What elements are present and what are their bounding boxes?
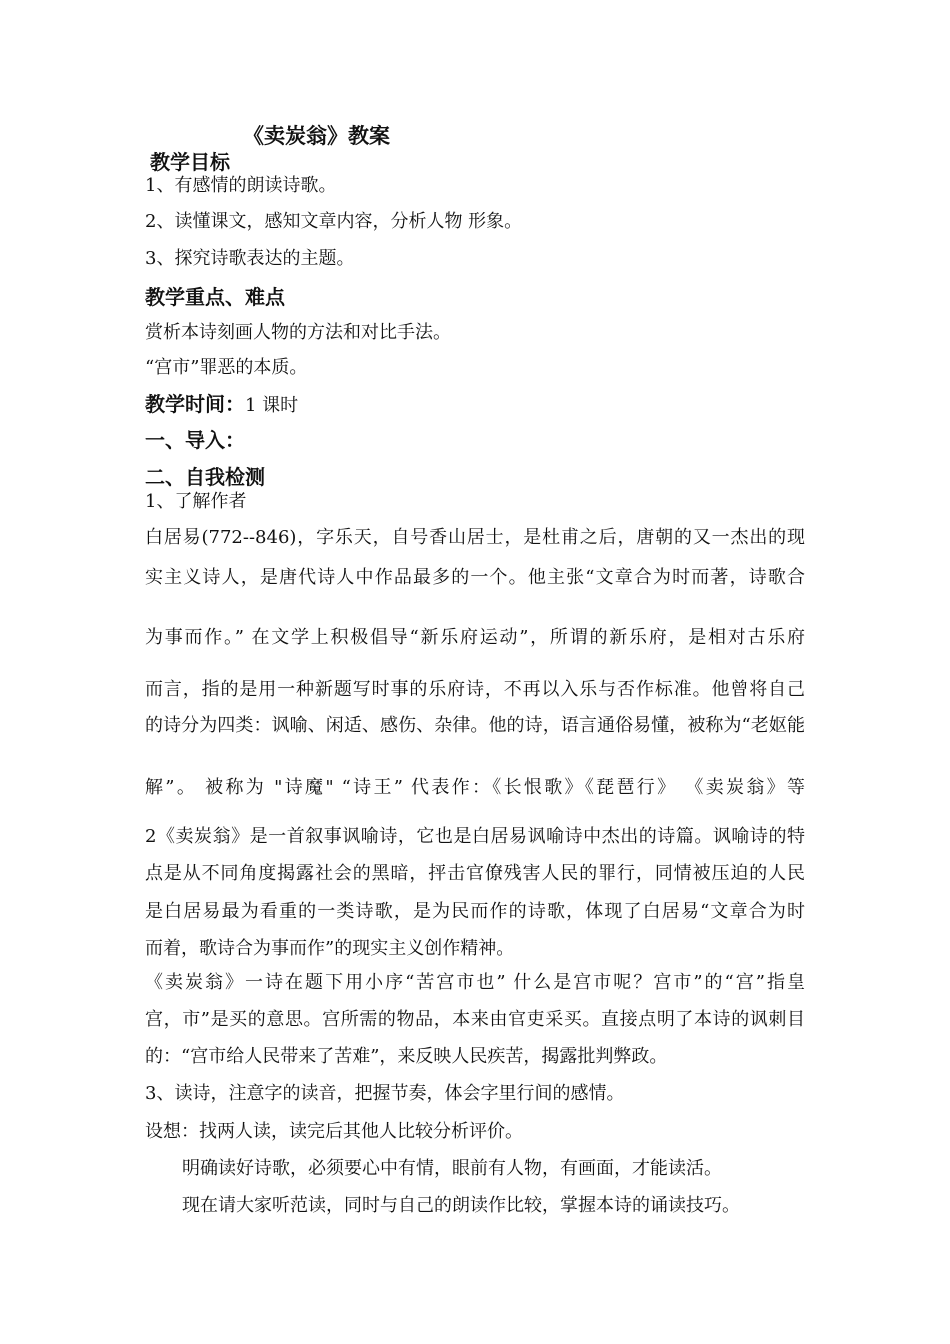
- goal-item: 2、读懂课文，感知文章内容，分析人物 形象。: [145, 211, 523, 232]
- author-line: 的诗分为四类：讽喻、闲适、感伤、杂律。他的诗，语言通俗易懂，被称为“老妪能: [145, 715, 805, 736]
- teaching-time: [145, 392, 298, 418]
- part2-heading: 二、自我检测: [145, 465, 265, 489]
- author-line: 解”。 被称为 "诗魔" “诗王” 代表作：《长恨歌》《琵琶行》 《卖炭翁》等: [145, 777, 805, 798]
- design-line: 设想：找两人读，读完后其他人比较分析评价。: [145, 1121, 523, 1142]
- author-line: 而言，指的是用一种新题写时事的乐府诗，不再以入乐与否作标准。他曾将自己: [145, 679, 805, 700]
- paragraph-line: 的：“宫市给人民带来了苦难”，来反映人民疾苦，揭露批判弊政。: [145, 1046, 668, 1067]
- author-line: 实主义诗人，是唐代诗人中作品最多的一个。他主张“文章合为时而著，诗歌合: [145, 567, 805, 588]
- paragraph-line: 是白居易最为看重的一类诗歌，是为民而作的诗歌，体现了白居易“文章合为时: [145, 901, 805, 922]
- clarify-line: 明确读好诗歌，必须要心中有情，眼前有人物，有画面，才能读活。: [182, 1158, 722, 1179]
- key-point-item: “宫市”罪恶的本质。: [145, 357, 308, 378]
- sub-heading-reading: 3、读诗，注意字的读音，把握节奏，体会字里行间的感情。: [145, 1083, 625, 1104]
- listen-line: 现在请大家听范读，同时与自己的朗读作比较，掌握本诗的诵读技巧。: [182, 1195, 740, 1216]
- author-line: 为事而作。” 在文学上积极倡导“新乐府运动”，所谓的新乐府，是相对古乐府: [145, 627, 805, 648]
- document-title: 《卖炭翁》教案: [243, 124, 390, 148]
- paragraph-line: 而着，歌诗合为事而作”的现实主义创作精神。: [145, 938, 515, 959]
- sub-heading-author: 1、了解作者: [145, 491, 247, 512]
- paragraph-line: 2《卖炭翁》是一首叙事讽喻诗，它也是白居易讽喻诗中杰出的诗篇。讽喻诗的特: [145, 826, 805, 847]
- teaching-time-label: 教学时间：: [145, 392, 245, 416]
- goals-heading: 教学目标: [150, 150, 230, 174]
- key-point-item: 赏析本诗刻画人物的方法和对比手法。: [145, 322, 451, 343]
- key-points-heading: 教学重点、难点: [145, 285, 285, 309]
- paragraph-line: 点是从不同角度揭露社会的黑暗，抨击官僚残害人民的罪行，同情被压迫的人民: [145, 863, 805, 884]
- paragraph-line: 宫，市”是买的意思。宫所需的物品，本来由官吏采买。直接点明了本诗的讽刺目: [145, 1009, 805, 1030]
- paragraph-line: 《卖炭翁》一诗在题下用小序“苦宫市也” 什么是宫市呢？宫市”的“宫”指皇: [145, 972, 805, 993]
- goal-item: 1、有感情的朗读诗歌。: [145, 175, 337, 196]
- part1-heading: 一、导入：: [145, 428, 245, 452]
- goal-item: 3、探究诗歌表达的主题。: [145, 248, 355, 269]
- author-line: 白居易(772--846)，字乐天，自号香山居士，是杜甫之后，唐朝的又一杰出的现: [145, 527, 805, 548]
- teaching-time-value: 1 课时: [245, 395, 299, 416]
